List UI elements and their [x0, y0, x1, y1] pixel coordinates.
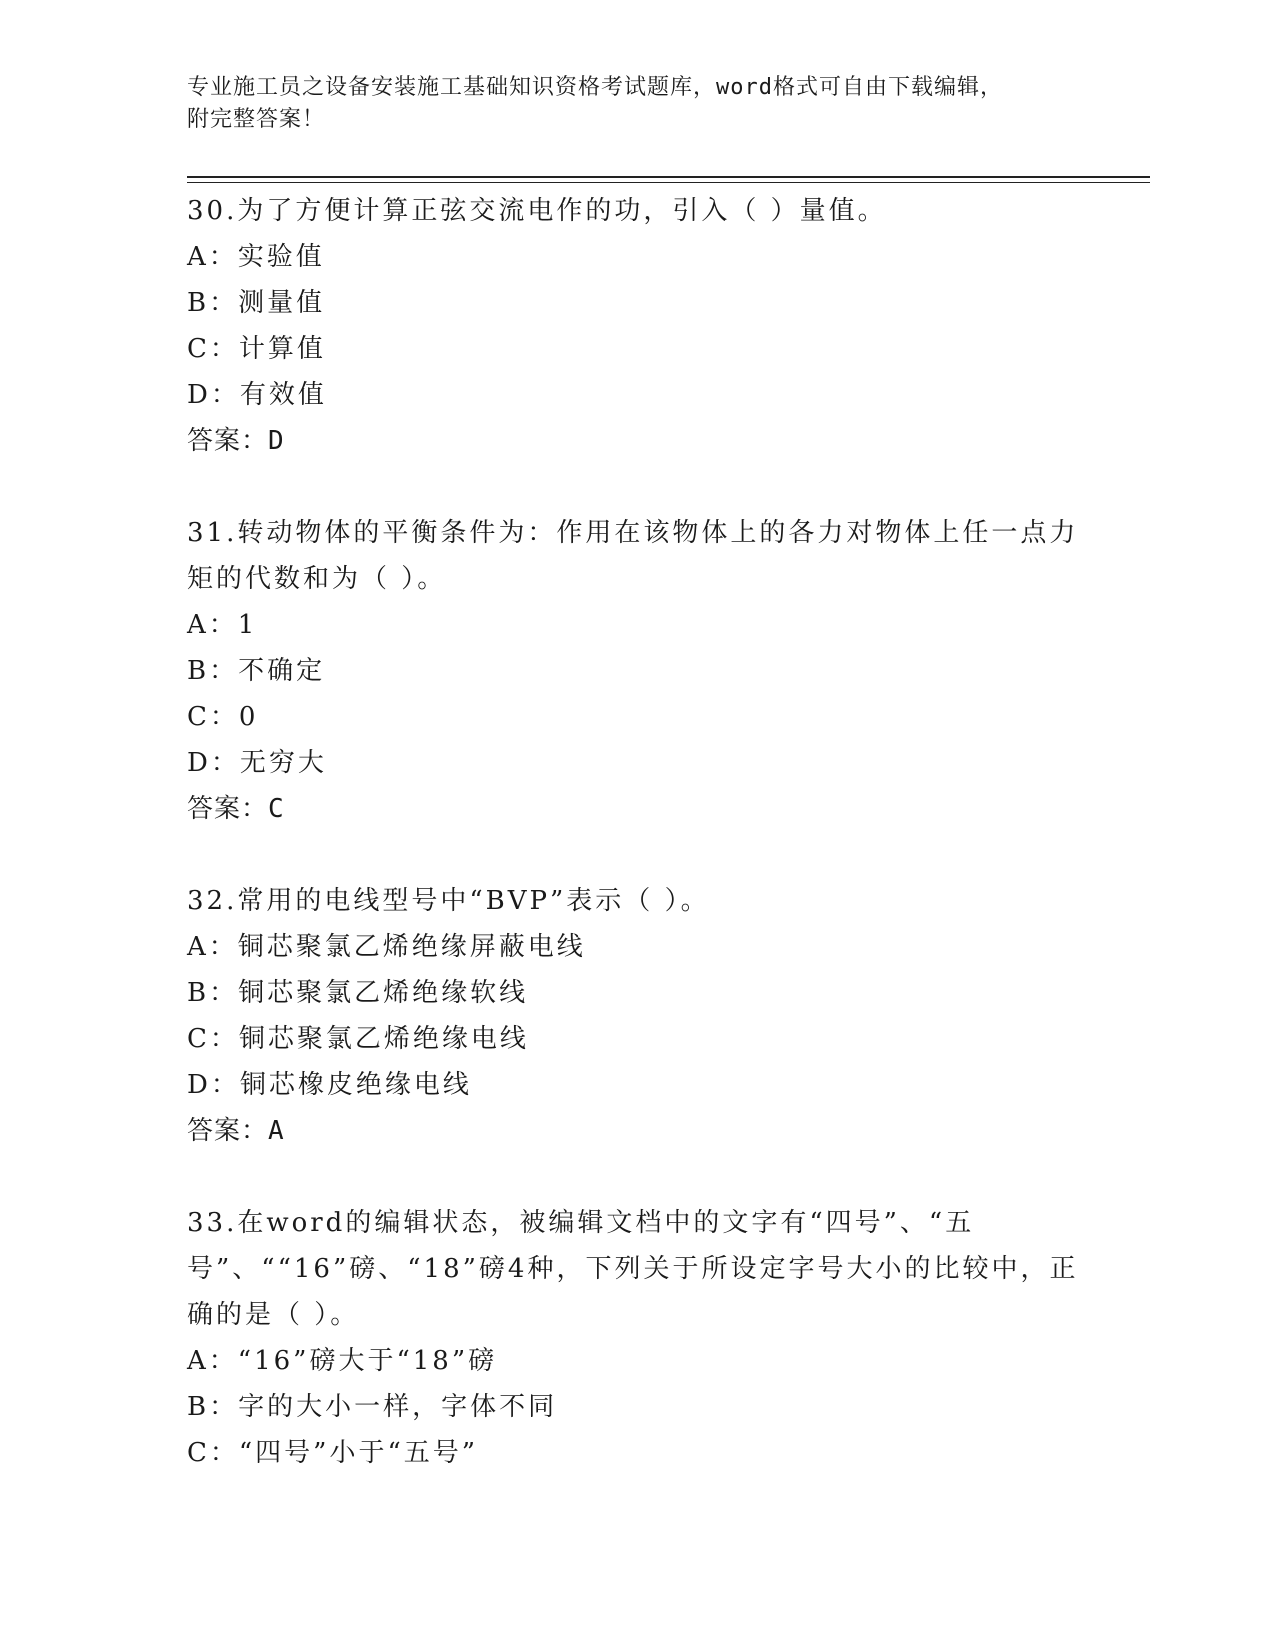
question-stem: 31.转动物体的平衡条件为：作用在该物体上的各力对物体上任一点力矩的代数和为（ ）。: [187, 518, 1079, 594]
document-header: [187, 72, 1087, 136]
option-a: A：“16”磅大于“18”磅: [187, 1346, 498, 1376]
option-c: C：计算值: [187, 334, 326, 364]
option-d: D：无穷大: [187, 748, 327, 778]
question-stem: 32.常用的电线型号中“BVP”表示（ ）。: [187, 886, 710, 916]
option-b: B：测量值: [187, 288, 326, 318]
question-30: [187, 188, 1087, 464]
option-a: A：1: [187, 610, 258, 640]
option-a: A：铜芯聚氯乙烯绝缘屏蔽电线: [187, 932, 586, 962]
option-c: C：“四号”小于“五号”: [187, 1438, 479, 1468]
option-b: B：铜芯聚氯乙烯绝缘软线: [187, 978, 529, 1008]
header-line-1: 专业施工员之设备安装施工基础知识资格考试题库，word格式可自由下载编辑，: [187, 75, 1003, 100]
question-31: [187, 510, 1087, 832]
header-divider-thin: [187, 182, 1150, 183]
question-stem: 33.在word的编辑状态，被编辑文档中的文字有“四号”、“五号”、““16”磅、“18”磅4种，下列关于所设定字号大小的比较中，正确的是（ ）。: [187, 1208, 1079, 1330]
header-divider-thick: [187, 176, 1150, 178]
question-33: [187, 1200, 1087, 1476]
answer: 答案：A: [187, 1116, 285, 1146]
option-a: A：实验值: [187, 242, 325, 272]
answer: 答案：C: [187, 794, 285, 824]
header-line-2: 附完整答案！: [187, 107, 326, 132]
option-d: D：铜芯橡皮绝缘电线: [187, 1070, 472, 1100]
question-stem: 30.为了方便计算正弦交流电作的功，引入（ ）量值。: [187, 196, 887, 226]
question-32: [187, 878, 1087, 1154]
option-b: B：字的大小一样，字体不同: [187, 1392, 558, 1422]
option-c: C：铜芯聚氯乙烯绝缘电线: [187, 1024, 529, 1054]
option-d: D：有效值: [187, 380, 327, 410]
option-b: B：不确定: [187, 656, 326, 686]
answer: 答案：D: [187, 426, 285, 456]
question-list: [187, 188, 1087, 1476]
option-c: C：0: [187, 702, 259, 732]
